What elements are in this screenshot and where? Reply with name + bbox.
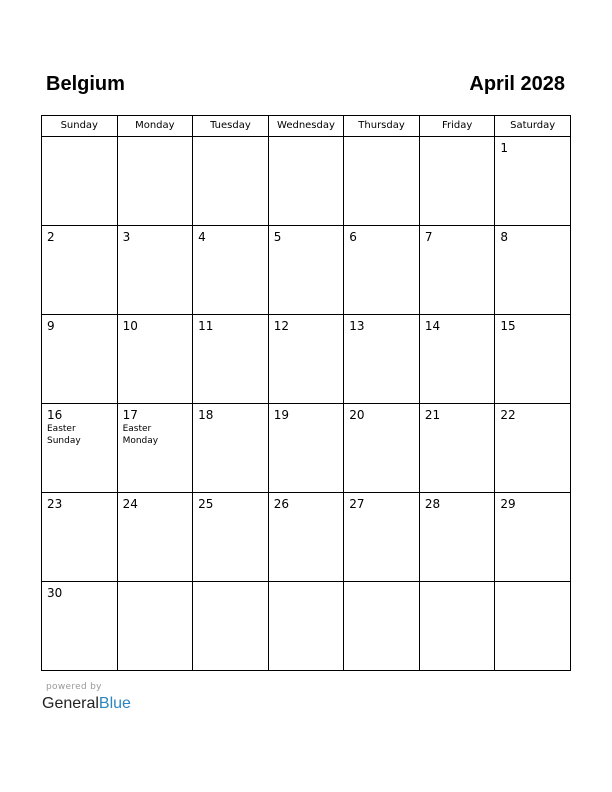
- week-row: [42, 137, 571, 226]
- generalblue-logo[interactable]: [42, 694, 131, 714]
- day-number: 27: [349, 497, 365, 511]
- day-cell[interactable]: [42, 315, 118, 404]
- week-row: [42, 582, 571, 671]
- day-cell[interactable]: [117, 226, 193, 315]
- day-cell[interactable]: [419, 315, 495, 404]
- day-number: 26: [273, 497, 289, 511]
- day-cell: [42, 137, 118, 226]
- day-cell: [419, 582, 495, 671]
- day-number: 22: [500, 408, 516, 422]
- day-number: 30: [47, 586, 63, 600]
- weekday-wednesday: Wednesday: [268, 116, 344, 137]
- day-number: 18: [198, 408, 214, 422]
- day-cell[interactable]: [268, 404, 344, 493]
- day-cell[interactable]: [42, 226, 118, 315]
- day-number: 29: [500, 497, 516, 511]
- day-cell[interactable]: [344, 404, 420, 493]
- day-cell[interactable]: [42, 493, 118, 582]
- day-cell: [344, 582, 420, 671]
- day-number: 15: [500, 319, 516, 333]
- day-number: 11: [198, 319, 214, 333]
- day-cell[interactable]: [193, 315, 269, 404]
- day-number: 25: [198, 497, 214, 511]
- day-cell[interactable]: [495, 315, 571, 404]
- week-row: [42, 404, 571, 493]
- country-title: Belgium: [46, 73, 125, 95]
- day-cell[interactable]: [419, 493, 495, 582]
- day-cell: [495, 582, 571, 671]
- day-cell[interactable]: [495, 404, 571, 493]
- holiday-label: Easter Sunday: [47, 424, 81, 446]
- day-cell[interactable]: [193, 493, 269, 582]
- day-number: 8: [500, 230, 509, 244]
- weekday-saturday: Saturday: [495, 116, 571, 137]
- logo-text-general: General: [42, 695, 99, 712]
- day-number: 13: [349, 319, 365, 333]
- day-number: 7: [424, 230, 433, 244]
- day-cell[interactable]: [42, 582, 118, 671]
- weekday-sunday: Sunday: [42, 116, 118, 137]
- day-number: 4: [198, 230, 206, 244]
- weekday-friday: Friday: [419, 116, 495, 137]
- logo-text-blue: Blue: [98, 695, 131, 712]
- day-cell[interactable]: [495, 226, 571, 315]
- weekday-monday: Monday: [117, 116, 193, 137]
- day-number: 3: [122, 230, 131, 244]
- day-number: 23: [47, 497, 63, 511]
- day-cell: [193, 582, 269, 671]
- day-cell[interactable]: [419, 404, 495, 493]
- day-cell: [193, 137, 269, 226]
- day-cell: [268, 582, 344, 671]
- month-year-title: April 2028: [469, 73, 565, 95]
- day-number: 5: [273, 230, 282, 244]
- day-number: 1: [500, 141, 509, 155]
- day-cell[interactable]: [117, 493, 193, 582]
- day-number: 21: [424, 408, 441, 422]
- day-cell: [117, 582, 193, 671]
- week-row: [42, 226, 571, 315]
- day-number: 12: [273, 319, 289, 333]
- day-cell: [117, 137, 193, 226]
- day-cell[interactable]: [42, 404, 118, 493]
- powered-by-label: powered by: [46, 682, 102, 692]
- day-cell[interactable]: [117, 315, 193, 404]
- day-cell[interactable]: [268, 493, 344, 582]
- day-number: 17: [122, 408, 138, 422]
- day-cell[interactable]: [344, 226, 420, 315]
- day-cell: [344, 137, 420, 226]
- day-number: 20: [349, 408, 365, 422]
- day-number: 10: [122, 319, 138, 333]
- day-cell[interactable]: [268, 226, 344, 315]
- day-cell[interactable]: [268, 315, 344, 404]
- day-cell[interactable]: [495, 493, 571, 582]
- day-cell[interactable]: [495, 137, 571, 226]
- day-number: 24: [122, 497, 138, 511]
- day-cell[interactable]: [344, 315, 420, 404]
- day-cell[interactable]: [193, 226, 269, 315]
- day-cell: [268, 137, 344, 226]
- day-cell[interactable]: [193, 404, 269, 493]
- day-number: 28: [424, 497, 441, 511]
- weekday-header-row: [42, 116, 571, 137]
- day-number: 19: [273, 408, 289, 422]
- weekday-tuesday: Tuesday: [193, 116, 269, 137]
- day-number: 6: [349, 230, 357, 244]
- week-row: [42, 493, 571, 582]
- week-row: [42, 315, 571, 404]
- day-number: 2: [47, 230, 55, 244]
- day-number: 16: [47, 408, 63, 422]
- holiday-label: Easter Monday: [122, 424, 159, 446]
- day-cell[interactable]: [419, 226, 495, 315]
- day-cell[interactable]: [344, 493, 420, 582]
- calendar-grid: [41, 115, 571, 671]
- weekday-thursday: Thursday: [344, 116, 420, 137]
- day-number: 9: [47, 319, 55, 333]
- day-number: 14: [424, 319, 441, 333]
- day-cell: [419, 137, 495, 226]
- day-cell[interactable]: [117, 404, 193, 493]
